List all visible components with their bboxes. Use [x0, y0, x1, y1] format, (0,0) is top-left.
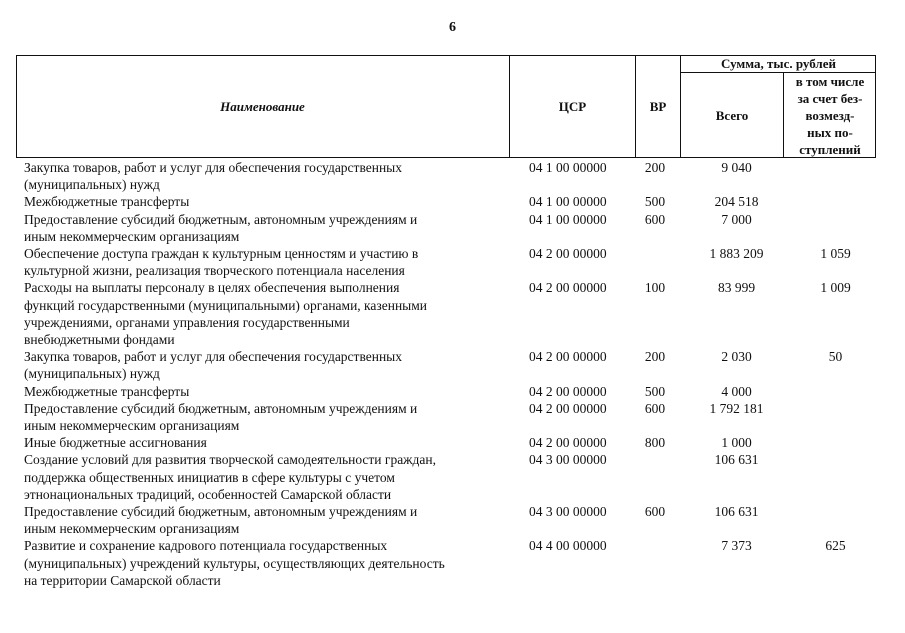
row-vr: 200: [644, 160, 666, 175]
row-including: 1 009: [820, 280, 851, 296]
row-name-line: этнонациональных традиций, особенностей Самарской области: [24, 486, 392, 502]
table-row: [24, 451, 884, 503]
row-including: 1 059: [820, 246, 851, 262]
table-row: [24, 193, 884, 210]
page-number: 6: [449, 20, 456, 35]
row-vr: 600: [644, 504, 666, 520]
row-name-line: иным некоммерческим организациям: [24, 418, 240, 434]
row-csr: 04 2 00 00000: [529, 435, 607, 451]
row-name-line: внебюджетными фондами: [24, 332, 175, 348]
row-total: 106 631: [714, 452, 759, 468]
header-including-line: ных по-: [807, 125, 853, 140]
row-total: 1 792 181: [709, 400, 764, 416]
row-total: 204 518: [714, 194, 759, 210]
row-csr: 04 2 00 00000: [529, 383, 607, 399]
row-name: [24, 503, 509, 537]
table-row: [24, 383, 884, 400]
table-row: [24, 400, 884, 434]
table-row: [24, 211, 884, 245]
row-total: 7 000: [721, 211, 752, 227]
header-vr: ВР: [649, 99, 667, 114]
header-total: Всего: [715, 108, 749, 123]
table-row: [24, 537, 884, 589]
header-sum: Сумма, тыс. рублей: [721, 56, 836, 71]
header-csr: ЦСР: [558, 99, 587, 114]
table-row: [24, 279, 884, 348]
table-row: [24, 434, 884, 451]
row-name-line: Иные бюджетные ассигнования: [24, 435, 207, 451]
row-name: [24, 434, 509, 451]
row-vr: 500: [644, 194, 666, 210]
row-csr: 04 1 00 00000: [529, 194, 607, 210]
row-name-line: поддержка общественных инициатив в сфере культуры с учетом: [24, 469, 395, 485]
row-name-line: Предоставление субсидий бюджетным, автономным учреждениям и: [24, 211, 418, 227]
row-name: [24, 537, 509, 589]
row-name-line: иным некоммерческим организациям: [24, 521, 240, 537]
table-row: [24, 503, 884, 537]
header-including-line: за счет без-: [797, 91, 863, 106]
row-name-line: Закупка товаров, работ и услуг для обеспечения государственных: [24, 160, 403, 175]
row-total: 106 631: [714, 504, 759, 520]
row-vr: 100: [644, 280, 666, 296]
row-total: 1 000: [721, 435, 752, 451]
row-csr: 04 2 00 00000: [529, 280, 607, 296]
row-total: 9 040: [721, 160, 752, 175]
row-csr: 04 2 00 00000: [529, 246, 607, 262]
row-total: 7 373: [721, 538, 752, 554]
row-name: [24, 159, 509, 193]
table-row: [24, 159, 884, 193]
row-name-line: культурной жизни, реализация творческого потенциала населения: [24, 263, 405, 279]
table-header: [16, 55, 876, 158]
row-name-line: (муниципальных) нужд: [24, 366, 160, 382]
row-csr: 04 2 00 00000: [529, 349, 607, 365]
row-csr: 04 1 00 00000: [529, 211, 607, 227]
row-total: 2 030: [721, 349, 752, 365]
row-csr: 04 1 00 00000: [529, 160, 607, 175]
row-vr: 600: [644, 400, 666, 416]
row-name: [24, 245, 509, 279]
row-vr: 600: [644, 211, 666, 227]
row-name: [24, 400, 509, 434]
row-csr: 04 3 00 00000: [529, 504, 607, 520]
table-body: [24, 159, 884, 589]
row-name-line: Развитие и сохранение кадрового потенциала государственных: [24, 538, 388, 554]
row-name-line: Закупка товаров, работ и услуг для обеспечения государственных: [24, 349, 403, 365]
header-including-line: ступлений: [799, 142, 861, 157]
table-row: [24, 348, 884, 382]
header-including: [784, 73, 876, 158]
row-vr: 800: [644, 435, 666, 451]
table-row: [24, 245, 884, 279]
row-name-line: иным некоммерческим организациям: [24, 228, 240, 244]
row-csr: 04 2 00 00000: [529, 400, 607, 416]
row-name: [24, 193, 509, 210]
row-csr: 04 4 00 00000: [529, 538, 607, 554]
row-name-line: Предоставление субсидий бюджетным, автономным учреждениям и: [24, 504, 418, 520]
row-name-line: (муниципальных) учреждений культуры, осуществляющих деятельность: [24, 555, 445, 571]
row-name-line: Обеспечение доступа граждан к культурным ценностям и участию в: [24, 246, 419, 262]
row-name: [24, 211, 509, 245]
row-vr: 500: [644, 383, 666, 399]
row-name-line: Межбюджетные трансферты: [24, 194, 190, 210]
row-name-line: Создание условий для развития творческой самодеятельности граждан,: [24, 452, 436, 468]
row-name-line: учреждениями, органами управления государственными: [24, 314, 350, 330]
header-name: Наименование: [220, 99, 305, 114]
row-name-line: Расходы на выплаты персоналу в целях обеспечения выполнения: [24, 280, 400, 296]
row-name: [24, 348, 509, 382]
row-csr: 04 3 00 00000: [529, 452, 607, 468]
row-name-line: Предоставление субсидий бюджетным, автономным учреждениям и: [24, 400, 418, 416]
row-total: 4 000: [721, 383, 752, 399]
row-name: [24, 279, 509, 348]
row-total: 1 883 209: [709, 246, 764, 262]
row-vr: 200: [644, 349, 666, 365]
row-name-line: Межбюджетные трансферты: [24, 383, 190, 399]
row-name-line: функций государственными (муниципальными) органами, казенными: [24, 297, 428, 313]
row-name-line: (муниципальных) нужд: [24, 177, 160, 193]
row-including: 50: [828, 349, 843, 365]
row-including: 625: [825, 538, 846, 554]
header-including-line: в том числе: [795, 74, 865, 89]
row-name-line: на территории Самарской области: [24, 572, 221, 588]
row-name: [24, 383, 509, 400]
row-total: 83 999: [717, 280, 756, 296]
header-including-line: возмезд-: [805, 108, 855, 123]
row-name: [24, 451, 509, 503]
